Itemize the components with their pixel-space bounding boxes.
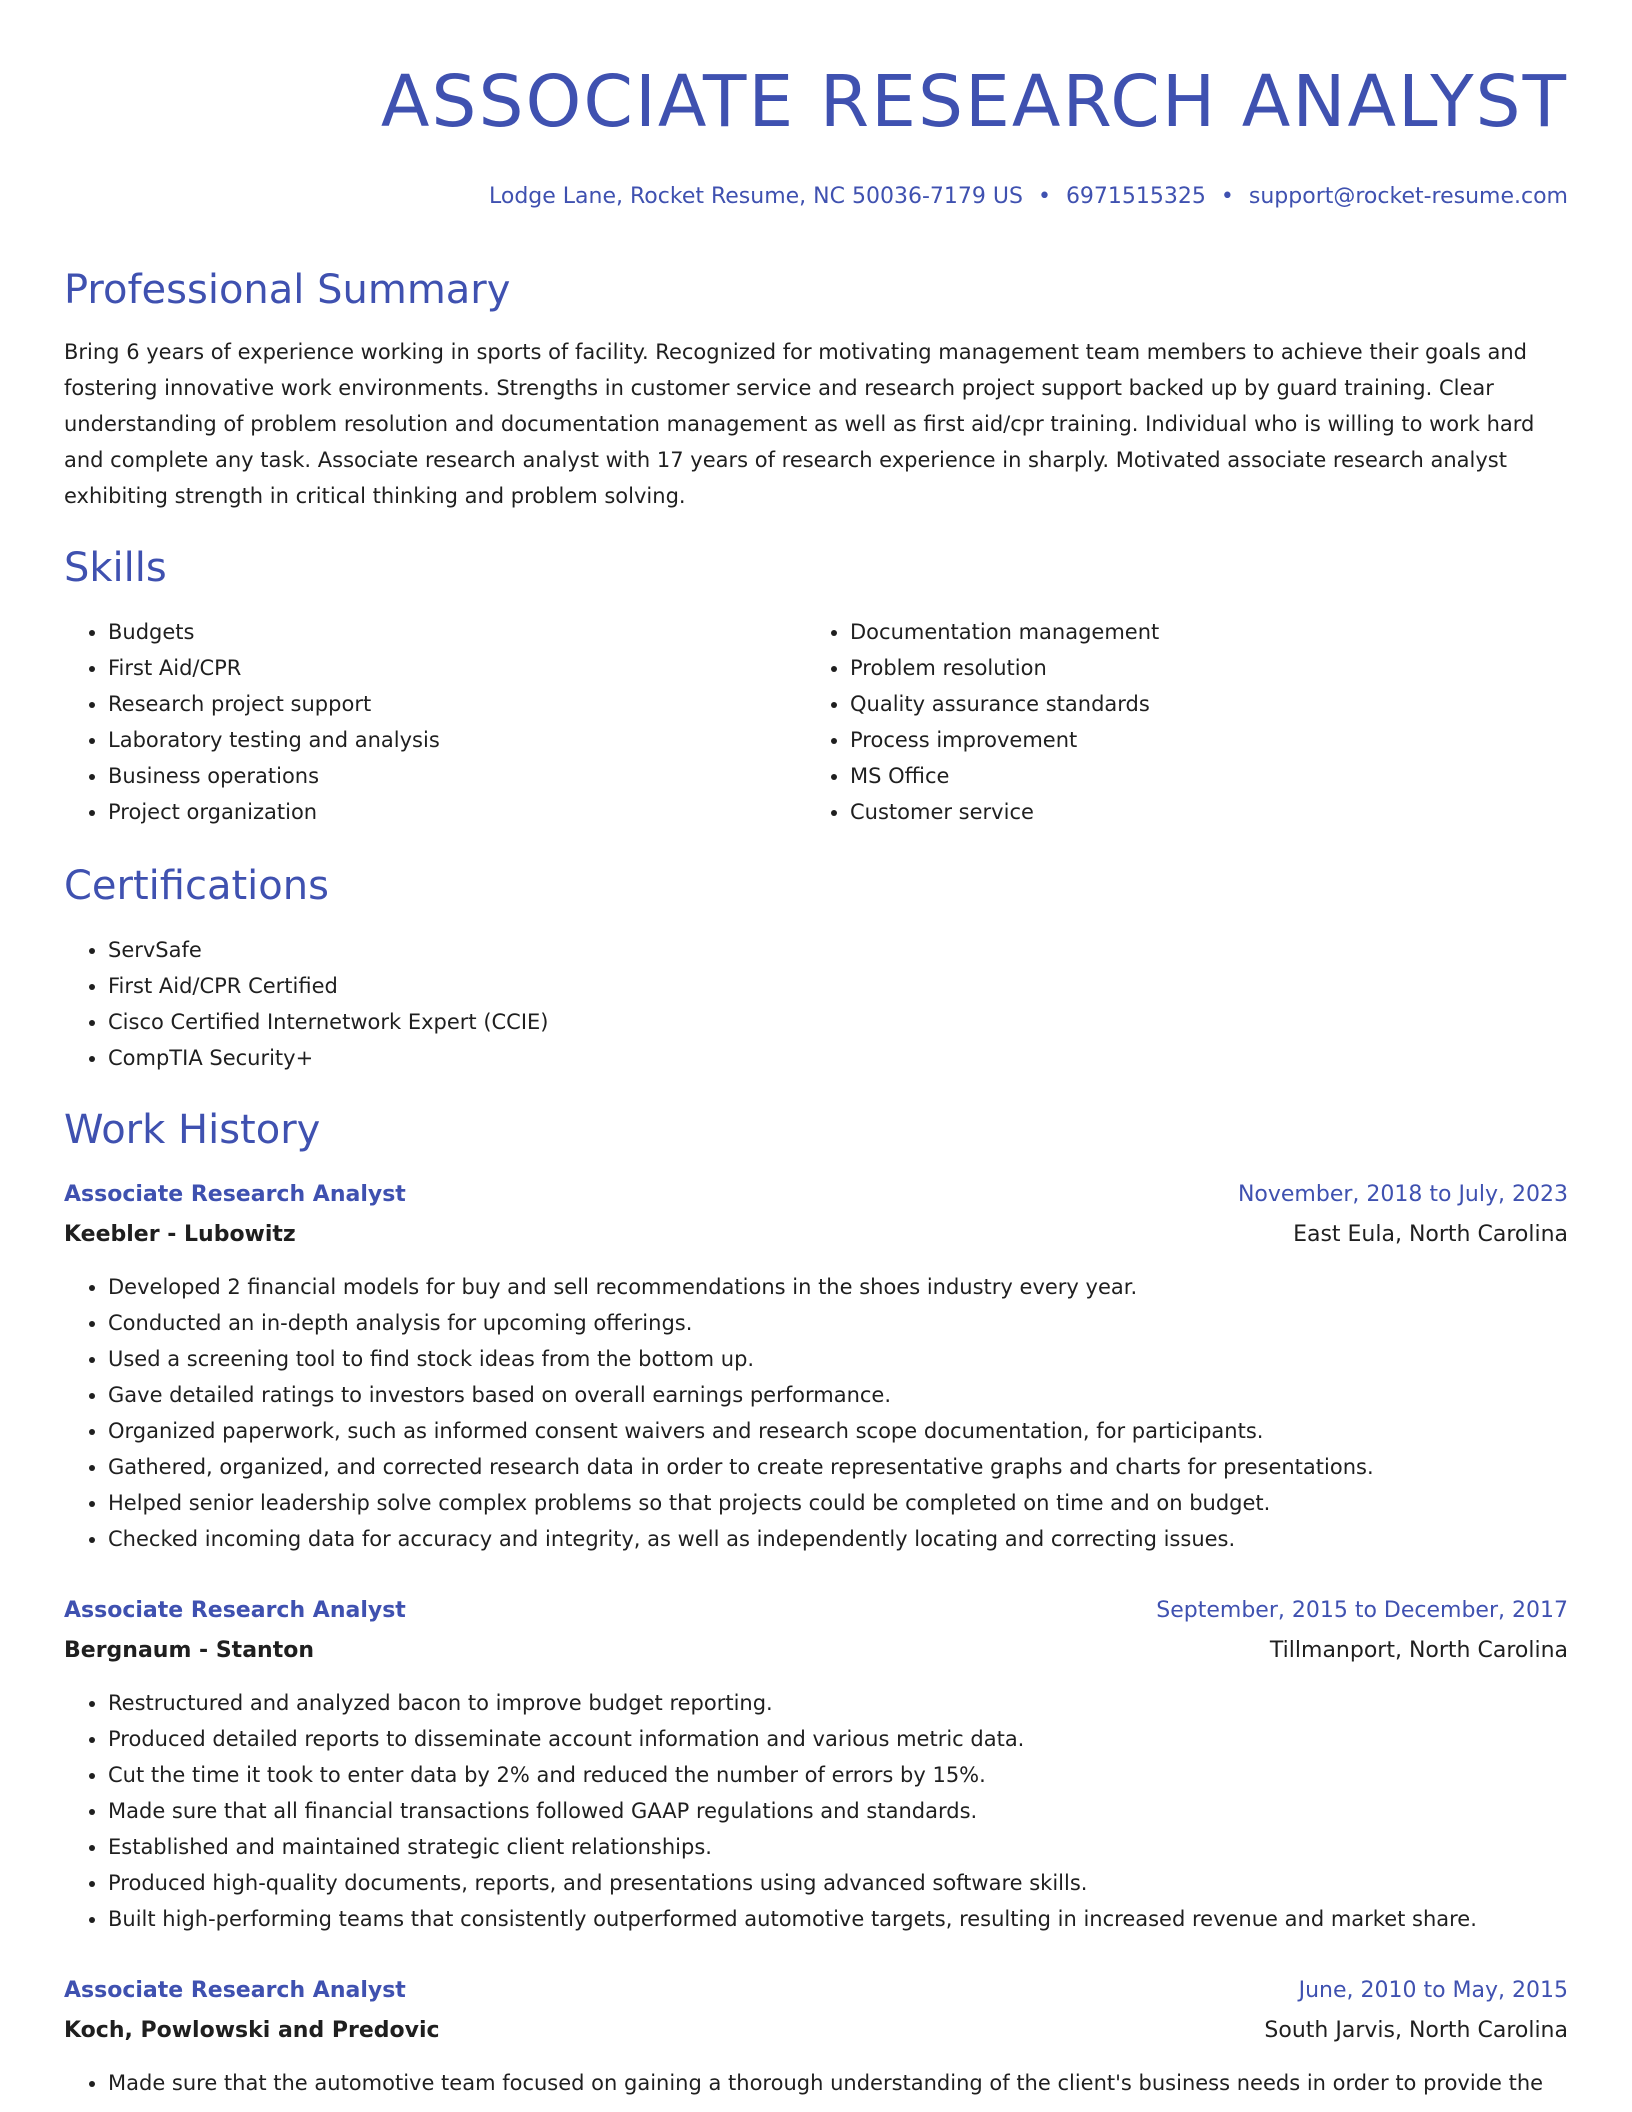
job-bullet: • Organized paperwork, such as informed consent waivers and research scope documentation, for participants. [108, 1413, 1568, 1449]
certification-item: • CompTIA Security+ [108, 1040, 964, 1076]
job-entry [64, 1591, 1568, 1937]
contact-line [64, 181, 1568, 213]
job-location: East Eula, North Carolina [1293, 1222, 1568, 1247]
skill-item: • MS Office [850, 758, 1566, 794]
job-company: Keebler - Lubowitz [64, 1222, 296, 1247]
job-location: South Jarvis, North Carolina [1264, 2018, 1568, 2043]
job-dates: June, 2010 to May, 2015 [1298, 1978, 1568, 2003]
job-bullet: • Established and maintained strategic client relationships. [108, 1829, 1568, 1865]
skill-item: • Budgets [108, 614, 804, 650]
job-bullet: • Produced detailed reports to disseminate account information and various metric data. [108, 1721, 1568, 1757]
contact-phone: 6971515325 [1065, 184, 1206, 209]
skill-item: • Business operations [108, 758, 804, 794]
job-bullet: • Cut the time it took to enter data by 2% and reduced the number of errors by 15%. [108, 1757, 1568, 1793]
job-bullet: • Checked incoming data for accuracy and integrity, as well as independently locating and correcting issues. [108, 1521, 1568, 1557]
job-dates: September, 2015 to December, 2017 [1156, 1598, 1568, 1623]
certification-item: • Cisco Certified Internetwork Expert (CCIE) [108, 1004, 964, 1040]
job-dates: November, 2018 to July, 2023 [1237, 1182, 1568, 1207]
contact-separator: • [1037, 184, 1051, 209]
skill-item: • Customer service [850, 794, 1566, 830]
skills-column-left [64, 614, 804, 830]
job-bullet: • Built high-performing teams that consistently outperformed automotive targets, resulting in increased revenue and market share. [108, 1901, 1568, 1937]
contact-email[interactable]: support@rocket-resume.com [1248, 184, 1568, 209]
skill-item: • Laboratory testing and analysis [108, 722, 804, 758]
job-bullet: • Made sure that all financial transactions followed GAAP regulations and standards. [108, 1793, 1568, 1829]
skill-item: • Problem resolution [850, 650, 1566, 686]
work-history-heading: Work History [64, 1107, 321, 1153]
skill-item: • Documentation management [850, 614, 1566, 650]
summary-heading: Professional Summary [64, 267, 511, 313]
job-bullet: • Conducted an in-depth analysis for upcoming offerings. [108, 1305, 1568, 1341]
certifications-heading: Certifications [64, 863, 329, 909]
job-entry [64, 1175, 1568, 1557]
job-company: Koch, Powlowski and Predovic [64, 2018, 440, 2043]
job-bullet: • Restructured and analyzed bacon to improve budget reporting. [108, 1685, 1568, 1721]
skill-item: • Quality assurance standards [850, 686, 1566, 722]
skills-heading: Skills [64, 545, 167, 591]
certifications-list [64, 932, 964, 1076]
job-bullet: • Developed 2 financial models for buy and sell recommendations in the shoes industry every year. [108, 1269, 1568, 1305]
skill-item: • Process improvement [850, 722, 1566, 758]
skill-item: • First Aid/CPR [108, 650, 804, 686]
job-title: Associate Research Analyst [64, 1598, 406, 1623]
job-title: Associate Research Analyst [64, 1182, 406, 1207]
skill-item: • Project organization [108, 794, 804, 830]
job-entry [64, 1971, 1568, 2101]
resume-title: ASSOCIATE RESEARCH ANALYST [380, 60, 1568, 143]
job-bullet: • Produced high-quality documents, reports, and presentations using advanced software skills. [108, 1865, 1568, 1901]
summary-text: Bring 6 years of experience working in sports of facility. Recognized for motivating management team members to achieve their goals and fostering innovative work environments. Strengths in customer service and research project support backed up by guard training. Clear understanding of problem resolution and documentation management as well as first aid/cpr training. Individual who is willing to work hard and complete any task. Associate research analyst with 17 years of research experience in sharply. Motivated associate research analyst exhibiting strength in critical thinking and problem solving. [64, 340, 1535, 508]
contact-separator: • [1220, 184, 1234, 209]
job-company: Bergnaum - Stanton [64, 1638, 314, 1663]
skill-item: • Research project support [108, 686, 804, 722]
job-title: Associate Research Analyst [64, 1978, 406, 2003]
certification-item: • First Aid/CPR Certified [108, 968, 964, 1004]
skills-column-right [806, 614, 1566, 830]
contact-address: Lodge Lane, Rocket Resume, NC 50036-7179 US [489, 184, 1023, 209]
job-bullet: • Made sure that the automotive team focused on gaining a thorough understanding of the client's business needs in order to provide the [108, 2065, 1568, 2101]
job-location: Tillmanport, North Carolina [1269, 1638, 1568, 1663]
job-bullet: • Gave detailed ratings to investors based on overall earnings performance. [108, 1377, 1568, 1413]
job-bullet: • Helped senior leadership solve complex problems so that projects could be completed on time and on budget. [108, 1485, 1568, 1521]
job-bullet: • Used a screening tool to find stock ideas from the bottom up. [108, 1341, 1568, 1377]
certification-item: • ServSafe [108, 932, 964, 968]
job-bullet: • Gathered, organized, and corrected research data in order to create representative graphs and charts for presentations. [108, 1449, 1568, 1485]
